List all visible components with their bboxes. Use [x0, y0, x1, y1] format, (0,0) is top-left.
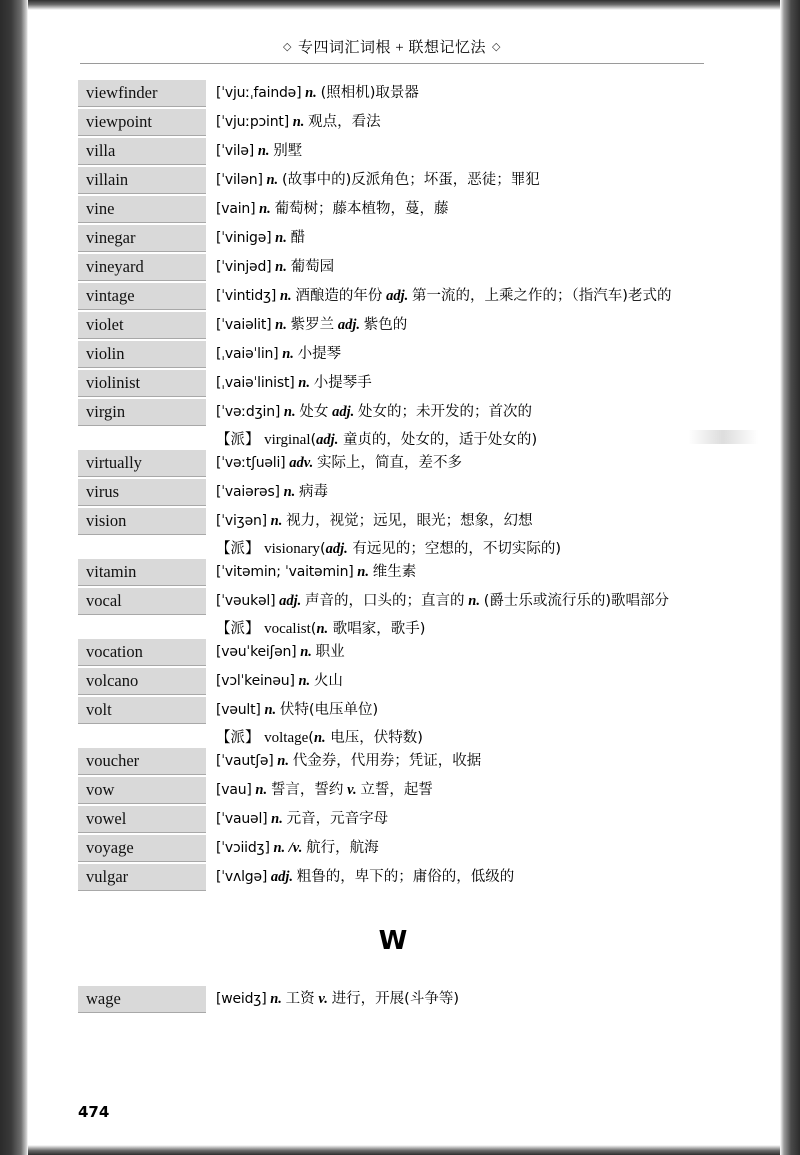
- entry-definition-cell: [206, 479, 708, 504]
- entry-headword: violinist: [86, 373, 141, 392]
- entry-definition-cell: [206, 341, 708, 366]
- dictionary-entry: [78, 450, 708, 478]
- dictionary-entry: [78, 748, 708, 776]
- entry-headword: vitamin: [86, 562, 137, 581]
- dictionary-entry: [78, 341, 708, 369]
- entry-meaning: 小提琴手: [313, 375, 372, 391]
- entry-headword-cell: [78, 668, 206, 695]
- entry-part-of-speech: n.: [264, 702, 277, 718]
- entry-part-of-speech: n.: [357, 564, 369, 580]
- entry-headword: vocal: [86, 591, 122, 610]
- entry-meaning: 醋: [290, 230, 306, 246]
- entry-phonetic: [vau]: [216, 782, 252, 798]
- derived-paren-open: (: [319, 541, 326, 557]
- derived-indent-spacer: [78, 428, 206, 449]
- entry-phonetic: [ˈvʌlgə]: [216, 869, 268, 885]
- entry-headword-cell: [78, 80, 206, 107]
- entry-meaning: 工资: [285, 991, 315, 1007]
- entry-part-of-speech: n.: [275, 317, 287, 333]
- entry-headword: voyage: [86, 838, 134, 857]
- entry-headword: virgin: [86, 402, 126, 421]
- entry-meaning: 粗鲁的，卑下的；庸俗的，低级的: [296, 869, 515, 885]
- entry-part-of-speech: n.: [298, 673, 311, 689]
- entry-headword-cell: [78, 254, 206, 281]
- entry-meaning-secondary: 处女的；未开发的；首次的: [357, 404, 532, 420]
- entry-phonetic: [ˈvaiəlit]: [216, 317, 272, 333]
- entry-phonetic: [ˈvinigə]: [216, 230, 272, 246]
- entry-headword-cell: [78, 835, 206, 862]
- entry-headword: voucher: [86, 751, 140, 770]
- entry-part-of-speech-secondary: n.: [468, 593, 480, 609]
- entry-definition-cell: [206, 370, 708, 395]
- derived-part-of-speech: n.: [316, 621, 329, 637]
- dictionary-entry: [78, 80, 708, 108]
- entry-headword: vine: [86, 199, 115, 218]
- dictionary-entry-list-after-letter: [78, 986, 708, 1014]
- dictionary-entry: [78, 254, 708, 282]
- dictionary-entry: [78, 508, 708, 536]
- entry-meaning-secondary: 进行，开展(斗争等): [331, 991, 460, 1007]
- dictionary-entry: [78, 283, 708, 311]
- entry-definition-cell: [206, 109, 708, 134]
- derived-part-of-speech: adj.: [316, 432, 339, 448]
- entry-definition-cell: [206, 399, 708, 424]
- entry-meaning-secondary: 第一流的，上乘之作的；（指汽车)老式的: [412, 288, 672, 304]
- entry-phonetic: [ˈvəːdʒin]: [216, 404, 281, 420]
- entry-definition-cell: [206, 639, 708, 664]
- entry-part-of-speech-secondary: v.: [318, 991, 328, 1007]
- entry-part-of-speech: n.: [298, 375, 310, 391]
- entry-headword: virtually: [86, 453, 142, 472]
- entry-definition-cell: [206, 138, 708, 163]
- entry-part-of-speech: n. /v.: [273, 840, 303, 856]
- entry-headword-cell: [78, 341, 206, 368]
- section-letter-heading: W: [378, 926, 408, 956]
- entry-headword: villa: [86, 141, 116, 160]
- entry-headword-cell: [78, 370, 206, 397]
- entry-part-of-speech: n.: [257, 143, 270, 159]
- entry-meaning: 伏特(电压单位): [279, 702, 379, 718]
- entry-part-of-speech: n.: [259, 201, 271, 217]
- derived-part-of-speech: adj.: [325, 541, 348, 557]
- derived-form-text: [206, 726, 423, 747]
- dictionary-entry: [78, 559, 708, 587]
- dictionary-entry: [78, 167, 708, 195]
- dictionary-entry: [78, 225, 708, 253]
- entry-headword-cell: [78, 196, 206, 223]
- entry-phonetic: [vɔlˈkeinəu]: [216, 673, 295, 689]
- entry-meaning: 葡萄园: [290, 259, 335, 275]
- entry-headword: viewfinder: [86, 83, 158, 102]
- entry-phonetic: [ˈvɔiidʒ]: [216, 840, 270, 856]
- entry-headword-cell: [78, 639, 206, 666]
- entry-headword: virus: [86, 482, 119, 501]
- entry-part-of-speech: adj.: [279, 593, 302, 609]
- scan-artifact: [688, 430, 758, 444]
- diamond-left-icon: ◇: [283, 41, 293, 53]
- entry-phonetic: [ˈvitəmin; ˈvaitəmin]: [216, 564, 354, 580]
- dictionary-entry: [78, 986, 708, 1014]
- page-edge-bottom: [0, 1145, 800, 1155]
- dictionary-entry: [78, 639, 708, 667]
- running-header: [80, 36, 704, 64]
- dictionary-entry: [78, 138, 708, 166]
- entry-headword-cell: [78, 479, 206, 506]
- entry-meaning: 实际上，简直，差不多: [316, 455, 462, 471]
- derived-gloss: 歌唱家，歌手: [332, 621, 420, 637]
- entry-definition-cell: [206, 312, 708, 337]
- entry-headword-cell: [78, 225, 206, 252]
- entry-phonetic: [ˈvjuːpɔint]: [216, 114, 289, 130]
- entry-part-of-speech: n.: [292, 114, 305, 130]
- entry-headword: vinegar: [86, 228, 136, 247]
- entry-headword-cell: [78, 588, 206, 615]
- entry-headword: vision: [86, 511, 127, 530]
- entry-meaning: (照相机)取景器: [320, 85, 419, 101]
- derived-word: vocalist: [264, 621, 311, 637]
- entry-definition-cell: [206, 668, 708, 693]
- entry-headword: violet: [86, 315, 124, 334]
- entry-phonetic: [ˌvaiəˈlinist]: [216, 375, 295, 391]
- derived-indent-spacer: [78, 726, 206, 747]
- dictionary-entry: [78, 588, 708, 616]
- entry-phonetic: [ˌvaiəˈlin]: [216, 346, 279, 362]
- entry-phonetic: [ˈvautʃə]: [216, 753, 274, 769]
- entry-definition-cell: [206, 80, 708, 105]
- entry-meaning: 元音，元音字母: [286, 811, 389, 827]
- entry-definition-cell: [206, 777, 708, 802]
- entry-definition-cell: [206, 196, 708, 221]
- entry-part-of-speech: n.: [270, 991, 282, 1007]
- entry-part-of-speech: adj.: [270, 869, 294, 885]
- entry-meaning: 视力，视觉；远见，眼光；想象，幻想: [286, 513, 533, 529]
- entry-headword-cell: [78, 986, 206, 1013]
- page-edge-top: [0, 0, 800, 10]
- dictionary-entry: [78, 399, 708, 427]
- entry-headword-cell: [78, 559, 206, 586]
- derived-paren-close: ): [417, 730, 423, 746]
- entry-phonetic: [ˈvəːtʃuəli]: [216, 455, 286, 471]
- entry-meaning: 职业: [315, 644, 345, 660]
- entry-phonetic: [ˈviʒən]: [216, 513, 267, 529]
- entry-meaning: 别墅: [273, 143, 303, 159]
- entry-phonetic: [ˈvjuːˌfaində]: [216, 85, 302, 101]
- entry-phonetic: [ˈvintidʒ]: [216, 288, 277, 304]
- entry-headword: wage: [86, 989, 121, 1008]
- page-content: [78, 36, 740, 1135]
- entry-headword: volcano: [86, 671, 139, 690]
- entry-headword-cell: [78, 312, 206, 339]
- entry-part-of-speech: n.: [283, 484, 296, 500]
- entry-definition-cell: [206, 508, 708, 533]
- dictionary-entry-list: [78, 80, 708, 892]
- entry-definition-cell: [206, 225, 708, 250]
- entry-headword: vowel: [86, 809, 127, 828]
- entry-headword-cell: [78, 167, 206, 194]
- derived-form-row: [78, 726, 708, 747]
- derived-word: virginal: [264, 432, 311, 448]
- dictionary-entry: [78, 196, 708, 224]
- dictionary-entry: [78, 835, 708, 863]
- derived-tag: 【派】: [216, 432, 260, 448]
- entry-phonetic: [vəuˈkeiʃən]: [216, 644, 297, 660]
- dictionary-entry: [78, 479, 708, 507]
- derived-paren-open: (: [310, 621, 317, 637]
- entry-definition-cell: [206, 254, 708, 279]
- entry-part-of-speech: n.: [300, 644, 312, 660]
- derived-form-text: [206, 617, 425, 638]
- derived-paren-close: ): [555, 541, 562, 557]
- entry-part-of-speech: n.: [283, 404, 296, 420]
- entry-definition-cell: [206, 167, 708, 192]
- entry-definition-cell: [206, 986, 708, 1011]
- entry-part-of-speech-secondary: adj.: [337, 317, 361, 333]
- entry-headword: vow: [86, 780, 115, 799]
- derived-gloss: 有远见的；空想的，不切实际的: [352, 541, 556, 557]
- derived-paren-open: (: [310, 432, 317, 448]
- entry-part-of-speech: n.: [271, 811, 283, 827]
- dictionary-entry: [78, 370, 708, 398]
- entry-definition-cell: [206, 588, 708, 613]
- entry-meaning: 紫罗兰: [290, 317, 335, 333]
- entry-part-of-speech: n.: [279, 288, 292, 304]
- entry-meaning-secondary: 紫色的: [363, 317, 408, 333]
- entry-part-of-speech: n.: [305, 85, 317, 101]
- entry-part-of-speech: n.: [266, 172, 279, 188]
- entry-part-of-speech-secondary: adj.: [386, 288, 409, 304]
- entry-meaning-secondary: (爵士乐或流行乐的)歌唱部分: [483, 593, 670, 609]
- derived-form-row: [78, 617, 708, 638]
- entry-meaning: (故事中的)反派角色；坏蛋，恶徒；罪犯: [281, 172, 540, 188]
- entry-headword-cell: [78, 864, 206, 891]
- entry-phonetic: [ˈvinjəd]: [216, 259, 272, 275]
- entry-part-of-speech: n.: [282, 346, 294, 362]
- derived-indent-spacer: [78, 537, 206, 558]
- derived-indent-spacer: [78, 617, 206, 638]
- entry-headword-cell: [78, 283, 206, 310]
- derived-tag: 【派】: [216, 621, 260, 637]
- dictionary-entry: [78, 864, 708, 892]
- dictionary-entry: [78, 777, 708, 805]
- derived-part-of-speech: n.: [313, 730, 326, 746]
- entry-meaning: 代金券，代用券；凭证，收据: [292, 753, 482, 769]
- entry-headword: violin: [86, 344, 125, 363]
- derived-word: voltage: [264, 730, 309, 746]
- entry-part-of-speech: n.: [275, 230, 287, 246]
- derived-paren-open: (: [308, 730, 314, 746]
- dictionary-entry: [78, 806, 708, 834]
- entry-part-of-speech: adv.: [289, 455, 314, 471]
- entry-headword: vocation: [86, 642, 143, 661]
- entry-phonetic: [ˈvauəl]: [216, 811, 268, 827]
- derived-tag: 【派】: [216, 730, 260, 746]
- entry-headword-cell: [78, 109, 206, 136]
- dictionary-entry: [78, 109, 708, 137]
- entry-phonetic: [ˈvilən]: [216, 172, 263, 188]
- dictionary-entry: [78, 668, 708, 696]
- entry-headword-cell: [78, 450, 206, 477]
- page-number: 474: [78, 1103, 110, 1121]
- header-title: 专四词汇词根 + 联想记忆法: [298, 40, 486, 56]
- entry-meaning: 航行，航海: [306, 840, 379, 856]
- entry-meaning: 誓言，誓约: [270, 782, 344, 798]
- derived-form-row: [78, 428, 708, 449]
- entry-part-of-speech: n.: [275, 259, 287, 275]
- entry-definition-cell: [206, 283, 708, 308]
- entry-definition-cell: [206, 864, 708, 889]
- derived-form-text: [206, 428, 537, 449]
- entry-part-of-speech-secondary: v.: [347, 782, 357, 798]
- entry-definition-cell: [206, 835, 708, 860]
- entry-meaning: 观点，看法: [308, 114, 381, 130]
- entry-headword-cell: [78, 508, 206, 535]
- entry-definition-cell: [206, 697, 708, 722]
- entry-phonetic: [weidʒ]: [216, 991, 267, 1007]
- entry-meaning: 声音的，口头的；直言的: [305, 593, 465, 609]
- entry-meaning-secondary: 立誓，起誓: [360, 782, 433, 798]
- entry-headword-cell: [78, 399, 206, 426]
- entry-meaning: 小提琴: [297, 346, 342, 362]
- entry-part-of-speech: n.: [255, 782, 268, 798]
- entry-part-of-speech: n.: [277, 753, 289, 769]
- derived-paren-close: ): [531, 432, 538, 448]
- entry-headword: viewpoint: [86, 112, 152, 131]
- derived-tag: 【派】: [216, 541, 260, 557]
- entry-phonetic: [ˈvəukəl]: [216, 593, 276, 609]
- entry-headword-cell: [78, 748, 206, 775]
- entry-meaning: 酒酿造的年份: [295, 288, 383, 304]
- entry-phonetic: [ˈvilə]: [216, 143, 255, 159]
- entry-headword-cell: [78, 806, 206, 833]
- entry-headword-cell: [78, 138, 206, 165]
- entry-definition-cell: [206, 450, 708, 475]
- entry-meaning: 火山: [313, 673, 343, 689]
- entry-meaning: 病毒: [299, 484, 329, 500]
- derived-paren-close: ): [419, 621, 426, 637]
- entry-part-of-speech-secondary: adj.: [332, 404, 355, 420]
- dictionary-entry: [78, 697, 708, 725]
- entry-headword: vintage: [86, 286, 135, 305]
- entry-phonetic: [ˈvaiərəs]: [216, 484, 280, 500]
- diamond-right-icon: ◇: [491, 41, 501, 53]
- entry-part-of-speech: n.: [270, 513, 283, 529]
- dictionary-entry: [78, 312, 708, 340]
- page-edge-left: [0, 0, 28, 1155]
- entry-headword: volt: [86, 700, 112, 719]
- entry-headword-cell: [78, 697, 206, 724]
- entry-headword-cell: [78, 777, 206, 804]
- entry-phonetic: [vəult]: [216, 702, 261, 718]
- entry-meaning: 葡萄树；藤本植物，蔓，藤: [274, 201, 449, 217]
- entry-meaning: 维生素: [372, 564, 417, 580]
- entry-meaning: 处女: [299, 404, 329, 420]
- entry-definition-cell: [206, 748, 708, 773]
- entry-headword: vulgar: [86, 867, 129, 886]
- derived-form-text: [206, 537, 561, 558]
- entry-definition-cell: [206, 559, 708, 584]
- entry-definition-cell: [206, 806, 708, 831]
- page-edge-right: [780, 0, 800, 1155]
- derived-form-row: [78, 537, 708, 558]
- entry-phonetic: [vain]: [216, 201, 256, 217]
- derived-gloss: 电压，伏特数: [330, 730, 418, 746]
- entry-headword: vineyard: [86, 257, 144, 276]
- entry-headword: villain: [86, 170, 129, 189]
- derived-gloss: 童贞的，处女的，适于处女的: [342, 432, 532, 448]
- derived-word: visionary: [264, 541, 320, 557]
